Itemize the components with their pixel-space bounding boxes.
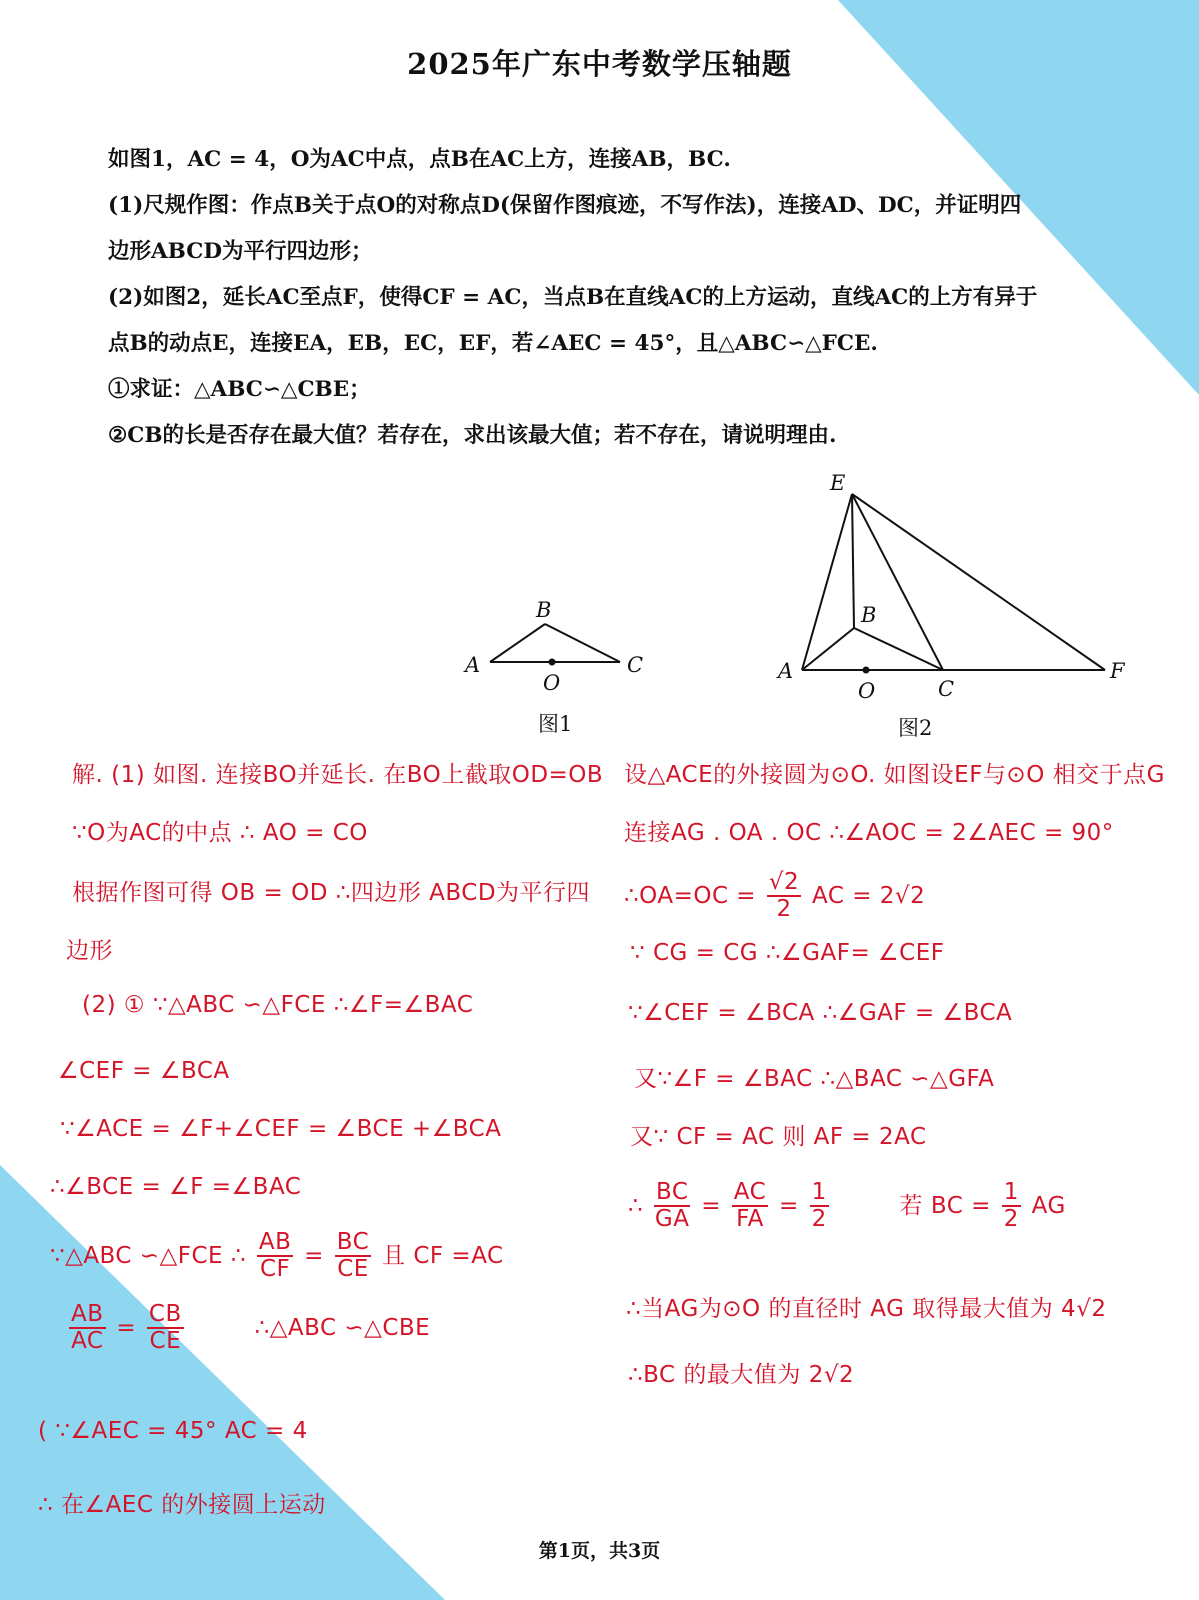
solution-right-line-6: 又∵∠F = ∠BAC ∴△BAC ∽△GFA (634, 1066, 995, 1092)
solution-right-line-8: ∴ $\frac{BC}{GA}$ = $\frac{AC}{FA}$ = $\frac{1}{2}$ 若 BC = $\frac{1}{2}$ AG (628, 1179, 1066, 1233)
solution-right-line-1: 设△ACE的外接圆为⊙O. 如图设EF与⊙O 相交于点G (624, 762, 1165, 788)
problem-line-3: 边形ABCD为平行四边形； (108, 239, 373, 264)
solution-left-line-12: ∴ 在∠AEC 的外接圆上运动 (38, 1492, 326, 1518)
fraction-bc-ga: $\frac{BC}{GA}$ (654, 1179, 690, 1233)
solution-right-line-5: ∵∠CEF = ∠BCA ∴∠GAF = ∠BCA (628, 1000, 1013, 1026)
fig2-label-c: C (938, 677, 955, 701)
solution-left-line-1: 解. (1) 如图. 连接BO并延长. 在BO上截取OD=OB (72, 762, 604, 788)
solution-left-line-9-text: ∵△ABC ∽△FCE ∴ (50, 1242, 247, 1269)
solution-left-line-9-tail: 且 CF =AC (382, 1242, 504, 1269)
solution-left-line-11: ( ∵∠AEC = 45° AC = 4 (38, 1418, 308, 1444)
solution-right-line-4: ∵ CG = CG ∴∠GAF= ∠CEF (630, 940, 945, 966)
solution-right-line-9: ∴当AG为⊙O 的直径时 AG 取得最大值为 4√2 (626, 1296, 1107, 1322)
figure-2 (776, 471, 1126, 703)
solution-right-line-3: ∴OA=OC = $\frac{√2}{2}$ AC = 2√2 (624, 869, 926, 923)
fig1-label-c: C (627, 653, 644, 677)
fraction-one-half: $\frac{1}{2}$ (811, 1179, 827, 1233)
fig1-label-o: O (543, 671, 561, 695)
fig2-label-f: F (1110, 659, 1125, 683)
fraction-cb-ce: $\frac{CB}{CE}$ (148, 1301, 182, 1355)
figure-1-caption: 图1 (538, 712, 573, 736)
solution-left-line-3: 根据作图可得 OB = OD ∴四边形 ABCD为平行四 (72, 880, 591, 906)
fraction-ab-ac: $\frac{AB}{AC}$ (71, 1301, 104, 1355)
solution-left-line-10: $\frac{AB}{AC}$ = $\frac{CB}{CE}$ ∴△ABC ∽△CBE (71, 1301, 431, 1355)
solution-right-line-10: ∴BC 的最大值为 2√2 (628, 1362, 855, 1388)
solution-left-line-8: ∴∠BCE = ∠F =∠BAC (50, 1174, 302, 1200)
fraction-ac-fa: $\frac{AC}{FA}$ (733, 1179, 767, 1233)
fig2-label-o: O (858, 679, 876, 703)
problem-line-6: ①求证：△ABC∽△CBE； (108, 377, 371, 402)
solution-right-line-7: 又∵ CF = AC 则 AF = 2AC (630, 1124, 927, 1150)
solution-left-line-9: ∵△ABC ∽△FCE ∴ $\frac{AB}{CF}$ = $\frac{BC}{CE}$ 且 CF =AC (50, 1229, 504, 1283)
solution-left-line-2: ∵O为AC的中点 ∴ AO = CO (72, 820, 368, 846)
solution-right-line-2: 连接AG . OA . OC ∴∠AOC = 2∠AEC = 90° (624, 820, 1114, 846)
solution-left-line-6: ∠CEF = ∠BCA (58, 1058, 230, 1084)
page-footer: 第1页，共3页 (538, 1540, 661, 1562)
fig2-label-b: B (861, 603, 877, 627)
figure-1 (463, 598, 643, 695)
fraction-root2-over-2: $\frac{√2}{2}$ (768, 869, 800, 923)
solution-left-line-4: 边形 (66, 938, 113, 964)
geometry-figures (0, 0, 1199, 760)
solution-left-line-7: ∵∠ACE = ∠F+∠CEF = ∠BCE +∠BCA (60, 1116, 502, 1142)
problem-line-1: 如图1，AC = 4，O为AC中点，点B在AC上方，连接AB，BC. (108, 147, 731, 172)
problem-line-5: 点B的动点E，连接EA，EB，EC，EF，若∠AEC = 45°，且△ABC∽△FCE. (108, 331, 878, 356)
page-title: 2025年广东中考数学压轴题 (407, 47, 792, 81)
fraction-bc-ce: $\frac{BC}{CE}$ (336, 1229, 370, 1283)
fig1-label-b: B (536, 598, 552, 622)
problem-line-2: (1)尺规作图：作点B关于点O的对称点D(保留作图痕迹，不写作法)，连接AD、DC，并证明四 (108, 193, 1022, 218)
problem-line-4: (2)如图2，延长AC至点F，使得CF = AC，当点B在直线AC的上方运动，直线AC的上方有异于 (108, 285, 1038, 310)
fraction-one-half-ag: $\frac{1}{2}$ (1003, 1179, 1019, 1233)
fraction-ab-cf: $\frac{AB}{CF}$ (258, 1229, 292, 1283)
fig2-label-a: A (778, 659, 794, 683)
fig1-label-a: A (465, 653, 481, 677)
solution-left-line-10-text: ∴△ABC ∽△CBE (254, 1314, 431, 1341)
figure-2-caption: 图2 (898, 716, 933, 740)
solution-left-line-5: (2) ① ∵△ABC ∽△FCE ∴∠F=∠BAC (82, 992, 474, 1018)
fig2-label-e: E (830, 471, 846, 495)
problem-line-7: ②CB的长是否存在最大值？若存在，求出该最大值；若不存在，请说明理由. (108, 423, 837, 448)
